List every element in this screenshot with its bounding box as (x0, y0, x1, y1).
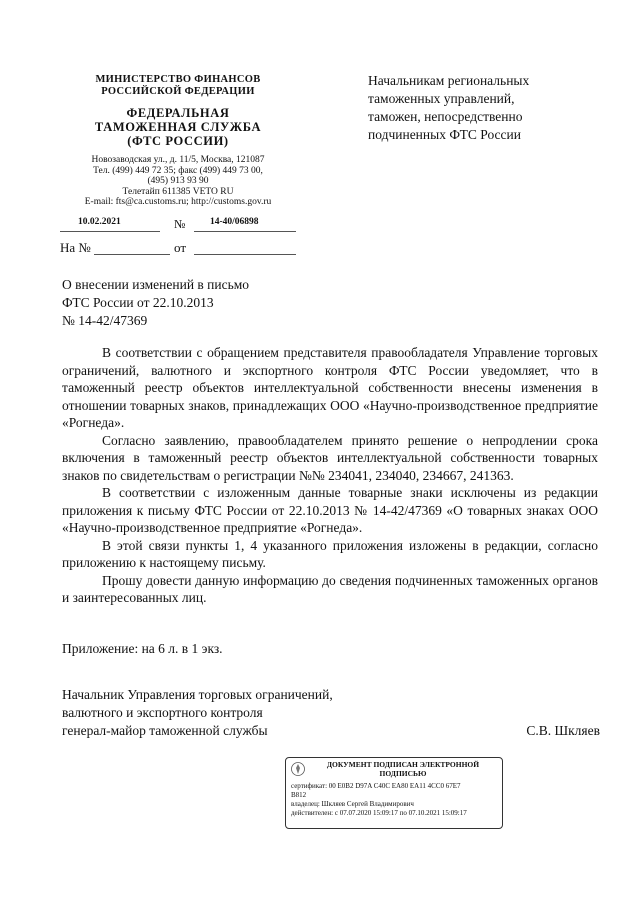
reference-label: На № (60, 240, 91, 255)
signer-name: С.В. Шкляев (526, 723, 600, 738)
stamp-certificate: сертификат: 00 E0B2 D97A C40C EA80 EA11 4CC0 67E7 (291, 782, 461, 790)
attachment-note: Приложение: на 6 л. в 1 экз. (62, 641, 223, 656)
ministry-name: МИНИСТЕРСТВО ФИНАНСОВ РОССИЙСКОЙ ФЕДЕРАЦИИ (95, 74, 261, 97)
service-name: ФЕДЕРАЛЬНАЯ ТАМОЖЕННАЯ СЛУЖБА (ФТС РОССИИ) (94, 106, 262, 148)
registration-date: 10.02.2021 (78, 217, 121, 227)
stamp-certificate-cont: B812 (291, 791, 307, 799)
stamp-validity: действителен: с 07.07.2020 15:09:17 по 07.10.2021 15:09:17 (291, 809, 467, 817)
letter-subject: О внесении изменений в письмо ФТС России от 22.10.2013 № 14-42/47369 (62, 277, 250, 328)
body-paragraph: В этой связи пункты 1, 4 указанного приложения изложены в редакции, согласно приложению к настоящему письму. (62, 537, 598, 570)
reference-line (60, 240, 296, 256)
signer-position: Начальник Управления торговых ограничений, валютного и экспортного контроля генерал-майор таможенной службы (62, 687, 333, 738)
body-paragraph: Прошу довести данную информацию до сведения подчиненных таможенных органов и заинтересованных лиц. (62, 572, 598, 605)
e-signature-stamp (285, 757, 503, 829)
registration-line (60, 217, 296, 233)
reference-from-label: от (174, 240, 187, 255)
registration-number: 14-40/06898 (210, 217, 259, 227)
stamp-title: ДОКУМЕНТ ПОДПИСАН ЭЛЕКТРОННОЙ ПОДПИСЬЮ (326, 760, 480, 778)
body-paragraph: В соответствии с обращением представителя правообладателя Управление торговых ограничений, валютного и экспортного контроля ФТС России уведомляет, что в таможенный реестр объектов интеллектуальной собственности внесены изменения в отношении товарных знаков, принадлежащих ООО «Научно-производственное предприятие «Рогнеда». (62, 345, 598, 430)
letter-body (62, 344, 598, 607)
emblem-icon (290, 761, 306, 777)
body-paragraph: Согласно заявлению, правообладателем принято решение о непродлении срока включения в таможенный реестр объектов интеллектуальной собственности товарных знаков по свидетельствам о регистрации №№ 234041, 234040, 234667, 241363. (62, 432, 598, 483)
body-paragraph: В соответствии с изложенным данные товарные знаки исключены из редакции приложения к письму ФТС России от 22.10.2013 № 14-42/47369 «О товарных знаках ООО «Научно-производственное предприятие «Рогнеда». (62, 485, 598, 535)
sender-contacts: Новозаводская ул., д. 11/5, Москва, 121087 Тел. (499) 449 72 35; факс (499) 449 73 00, (495) 913 93 90 Телетайп 611385 VETO RU E-mail: fts@ca.customs.ru; http://customs.gov.ru (84, 155, 272, 207)
stamp-owner: владелец: Шкляев Сергей Владимирович (291, 800, 414, 808)
registration-number-label: № (174, 217, 186, 231)
recipient-block: Начальникам региональных таможенных управлений, таможен, непосредственно подчиненных ФТС России (368, 73, 530, 142)
